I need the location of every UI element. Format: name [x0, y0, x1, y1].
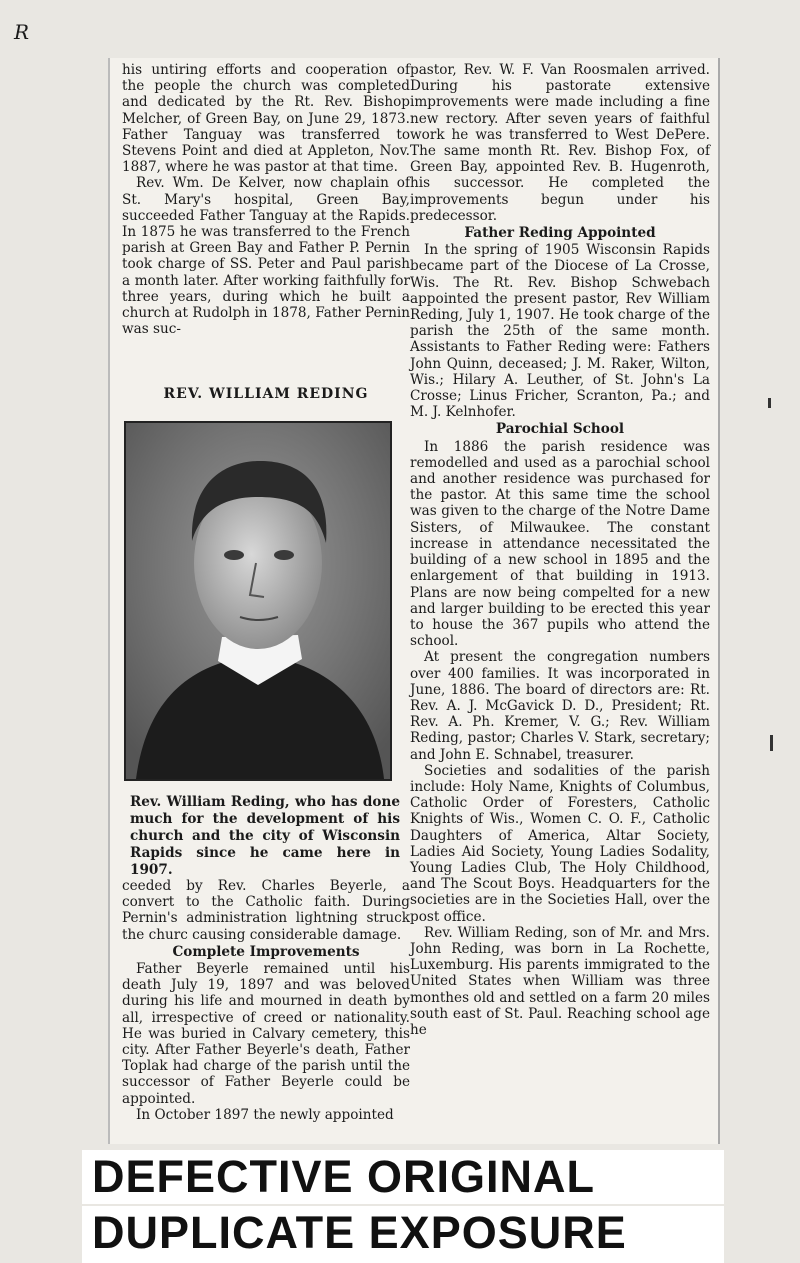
paragraph: Father Beyerle remained until his death July 19, 1897 and was beloved during his life and mourned in death by all, irrespective of creed or nationality. He was buried in Calvary cemetery, this city. After Father Beyerle's death, Father Toplak had charge of the parish until the successor of Father Beyerle could be appointed. [122, 961, 410, 1107]
subheading: Complete Improvements [172, 943, 360, 960]
defective-original-banner: DEFECTIVE ORIGINAL [82, 1150, 724, 1204]
left-column-top [122, 62, 410, 337]
portrait-illustration [126, 423, 390, 779]
newspaper-clipping [108, 58, 720, 1144]
paragraph: Rev. William Reding, son of Mr. and Mrs. John Reding, was born in La Rochette, Luxemburg. His parents immigrated to the United States when William was three monthes old and settled on a farm 20 miles south east of St. Paul. Reaching school age he [410, 924, 710, 1038]
right-column [410, 62, 710, 1038]
paragraph: At present the congregation numbers over 400 families. It was incorporated in June, 1886. The board of directors are: Rt. Rev. A. J. McGavick D. D., President; Rt. Rev. A. Ph. Kremer, V. G.; Rev. William Reding, pastor; Charles V. Stark, secretary; and John E. Schnabel, treasurer. [410, 649, 710, 763]
paragraph: ceeded by Rev. Charles Beyerle, a convert to the Catholic faith. During Pernin's administration lightning struck the churc causing considerable damage. [122, 878, 410, 943]
paragraph: In 1886 the parish residence was remodelled and used as a parochial school and another residence was purchased for the pastor. At this same time the school was given to the charge of the Notre Dame Sisters, of Milwaukee. The constant increase in attendance necessitated the building of a new school in 1895 and the enlargement of that building in 1913. Plans are now being compelted for a new and larger building to be erected this year to house the 367 pupils who attend the school. [410, 438, 710, 650]
scan-speck [768, 398, 771, 408]
photo-heading: REV. WILLIAM REDING [163, 386, 369, 402]
left-column-bottom [122, 878, 410, 1123]
paragraph: his untiring efforts and cooperation of the people the church was completed and dedicated by the Rt. Rev. Bishop Melcher, of Green Bay, on June 29, 1873. Father Tanguay was transferred to Stevens Point and died at Appleton, Nov. 1887, where he was pastor at that time. [122, 62, 410, 176]
duplicate-exposure-banner: DUPLICATE EXPOSURE [82, 1206, 724, 1263]
paragraph: Rev. Wm. De Kelver, now chaplain of St. Mary's hospital, Green Bay, succeeded Father Tanguay at the Rapids. In 1875 he was transferred to the French parish at Green Bay and Father P. Pernin took charge of SS. Peter and Paul parish a month later. After working faithfully for three years, during which he built a church at Rudolph in 1878, Father Pernin was suc- [122, 175, 410, 338]
scan-speck [770, 735, 773, 751]
portrait-photo [124, 421, 392, 781]
page-number-mark: R [14, 20, 30, 44]
paragraph: Societies and sodalities of the parish include: Holy Name, Knights of Columbus, Catholic Order of Foresters, Catholic Knights of Wis., Women C. O. F., Catholic Daughters of America, Altar Society, Ladies Aid Society, Young Ladies Sodality, Young Ladies Club, The Holy Childhood, and The Scout Boys. Headquarters for the societies are in the Societies Hall, over the post office. [410, 762, 710, 925]
paragraph: pastor, Rev. W. F. Van Roosmalen arrived. During his pastorate extensive improvements were made including a fine new rectory. After seven years of faithful work he was transferred to West DePere. The same month Rt. Rev. Bishop Fox, of Green Bay, appointed Rev. B. Hugenroth, his successor. He completed the improvements begun under his predecessor. [410, 62, 710, 224]
photo-caption: Rev. William Reding, who has done much for the development of his church and the city of Wisconsin Rapids since he came here in 1907. [130, 794, 400, 878]
paragraph: In October 1897 the newly appointed [136, 1106, 394, 1123]
subheading: Father Reding Appointed [464, 225, 656, 242]
subheading: Parochial School [495, 421, 625, 438]
paragraph: In the spring of 1905 Wisconsin Rapids became part of the Diocese of La Crosse, Wis. The Rt. Rev. Bishop Schwebach appointed the present pastor, Rev William Reding, July 1, 1907. He took charge of the parish the 25th of the same month. Assistants to Father Reding were: Fathers John Quinn, deceased; J. M. Raker, Wilton, Wis.; Hilary A. Leuther, of St. John's La Crosse; Linus Fricher, Scranton, Pa.; and M. J. Kelnhofer. [410, 242, 710, 421]
